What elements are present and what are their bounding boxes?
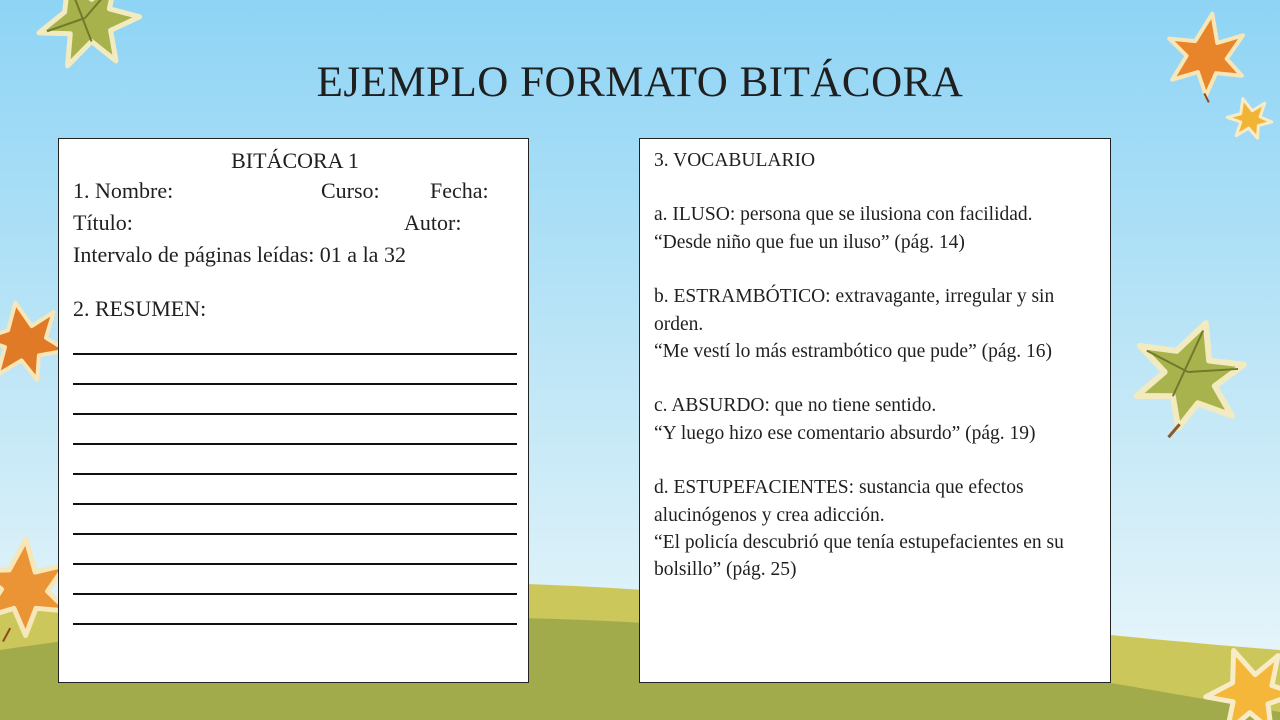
bitacora-form-card (58, 138, 529, 683)
vocabulario-card (639, 138, 1111, 683)
blank-line (73, 355, 517, 385)
blank-line (73, 475, 517, 505)
nombre-label: 1. Nombre: (73, 178, 174, 203)
form-row-nombre (73, 175, 517, 207)
vocab-example: “Me vestí lo más estrambótico que pude” (pág. 16) (654, 341, 1053, 363)
page-title: EJEMPLO FORMATO BITÁCORA (316, 59, 964, 106)
vocab-entry (654, 201, 1100, 256)
blank-line (73, 565, 517, 595)
blank-line (73, 445, 517, 475)
resumen-label: 2. RESUMEN: (73, 296, 207, 321)
vocab-entry (654, 474, 1100, 584)
blank-line (73, 385, 517, 415)
vocab-entry (654, 392, 1100, 447)
vocab-definition: d. ESTUPEFACIENTES: sustancia que efectos alucinógenos y crea adicción. (654, 477, 1024, 526)
resumen-lines (73, 325, 517, 625)
blank-line (73, 325, 517, 355)
vocab-example: “Y luego hizo ese comentario absurdo” (pág. 19) (654, 422, 1036, 444)
blank-line (73, 535, 517, 565)
vocab-example: “El policía descubrió que tenía estupefacientes en su bolsillo” (pág. 25) (654, 532, 1064, 581)
curso-label: Curso: (321, 178, 380, 203)
blank-line (73, 595, 517, 625)
fecha-label: Fecha: (430, 178, 489, 203)
autor-label: Autor: (404, 210, 462, 235)
blank-line (73, 505, 517, 535)
vocab-example: “Desde niño que fue un iluso” (pág. 14) (654, 231, 965, 253)
titulo-label: Título: (73, 210, 133, 235)
blank-line (73, 415, 517, 445)
vocab-entry (654, 283, 1100, 365)
intervalo-text: Intervalo de páginas leídas: 01 a la 32 (73, 242, 406, 267)
card-heading: BITÁCORA 1 (231, 148, 359, 173)
vocabulario-heading: 3. VOCABULARIO (654, 150, 816, 171)
vocab-definition: c. ABSURDO: que no tiene sentido. (654, 395, 937, 417)
form-row-titulo (73, 207, 517, 239)
vocab-definition: a. ILUSO: persona que se ilusiona con facilidad. (654, 204, 1033, 226)
vocab-definition: b. ESTRAMBÓTICO: extravagante, irregular y sin orden. (654, 286, 1055, 335)
